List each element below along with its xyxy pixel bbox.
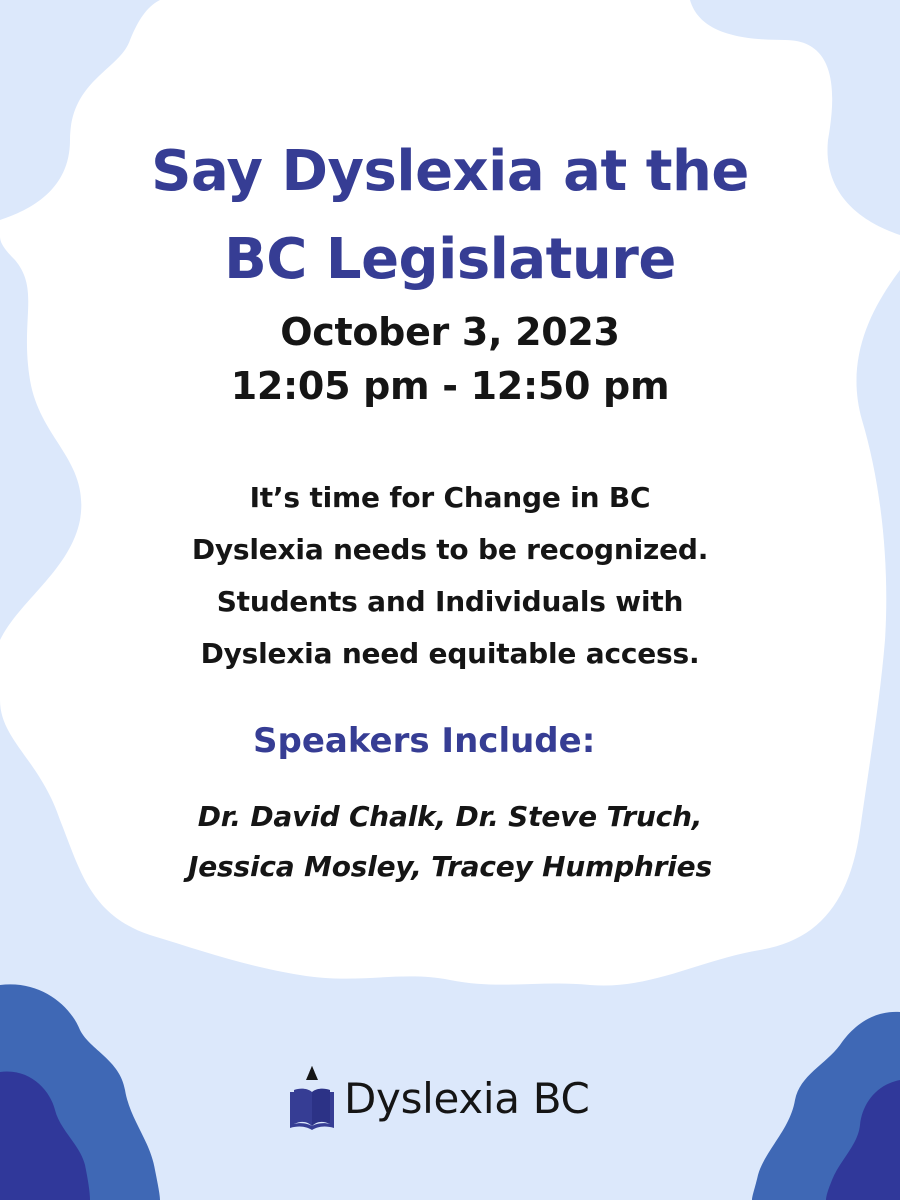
message-line: Students and Individuals with: [216, 585, 684, 618]
event-title: [0, 128, 900, 304]
message-line: It’s time for Change in BC: [249, 481, 651, 514]
dyslexia-bc-logo: [290, 1062, 590, 1134]
event-datetime: [0, 305, 900, 413]
speakers-list: [0, 792, 900, 892]
event-date: October 3, 2023: [280, 310, 620, 354]
speakers-line: Dr. David Chalk, Dr. Steve Truch,: [197, 800, 703, 833]
title-line-2: BC Legislature: [224, 227, 676, 292]
message-line: Dyslexia needs to be recognized.: [191, 533, 709, 566]
event-time: 12:05 pm - 12:50 pm: [230, 364, 670, 408]
message-line: Dyslexia need equitable access.: [200, 637, 700, 670]
title-line-1: Say Dyslexia at the: [151, 139, 749, 204]
speakers-heading: Speakers Include:: [253, 721, 596, 761]
event-message: [0, 472, 900, 680]
logo-wordmark: Dyslexia BC: [344, 1073, 590, 1123]
speakers-line: Jessica Mosley, Tracey Humphries: [188, 850, 712, 883]
book-pencil-icon: [290, 1062, 334, 1134]
